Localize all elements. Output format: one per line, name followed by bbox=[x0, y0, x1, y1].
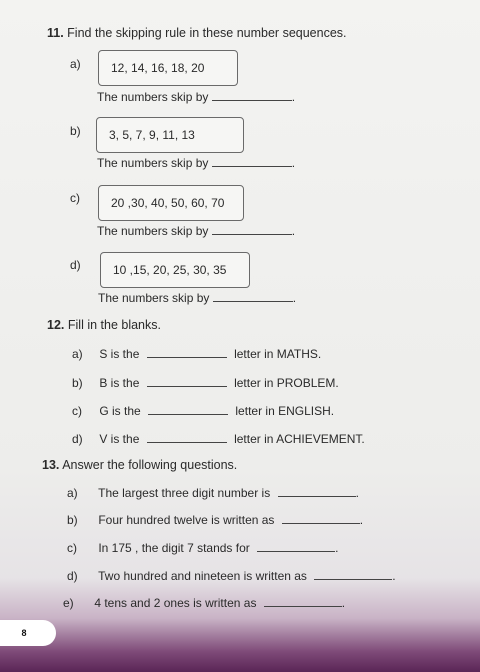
q11-c-sequence: 20 ,30, 40, 50, 60, 70 bbox=[111, 196, 225, 210]
q13-d-text: Two hundred and nineteen is written as bbox=[98, 569, 307, 583]
question-11-title: Find the skipping rule in these number sequences. bbox=[67, 26, 347, 40]
q11-d-prompt: The numbers skip by bbox=[98, 291, 210, 305]
question-13-heading bbox=[42, 458, 237, 472]
q13-b-text: Four hundred twelve is written as bbox=[98, 513, 275, 527]
page-number: 8 bbox=[21, 628, 27, 638]
q11-b-prompt-row bbox=[97, 156, 295, 170]
question-12-heading bbox=[47, 318, 161, 332]
q11-b-label: b) bbox=[70, 124, 81, 138]
q12-c-pre: G is the bbox=[99, 404, 141, 418]
question-12-number: 12. bbox=[47, 318, 65, 332]
q13-d-end: . bbox=[392, 569, 396, 583]
q13-b-row bbox=[67, 513, 363, 527]
q11-c-prompt-row bbox=[97, 224, 295, 238]
q12-c-row bbox=[72, 404, 334, 418]
q13-d-answer-blank[interactable] bbox=[314, 569, 392, 580]
q12-a-pre: S is the bbox=[99, 347, 140, 361]
q13-e-end: . bbox=[341, 596, 346, 610]
q11-d-answer-blank[interactable] bbox=[213, 291, 293, 302]
q13-e-answer-blank[interactable] bbox=[264, 596, 342, 607]
q11-c-prompt: The numbers skip by bbox=[97, 224, 209, 238]
q13-e-text: 4 tens and 2 ones is written as bbox=[94, 596, 257, 610]
q11-c-sequence-box bbox=[98, 185, 244, 221]
page-number-tab bbox=[0, 620, 56, 646]
q11-a-end: . bbox=[291, 90, 296, 104]
q11-b-sequence: 3, 5, 7, 9, 11, 13 bbox=[109, 128, 195, 142]
q12-b-row bbox=[72, 376, 339, 390]
q11-d-prompt-row bbox=[98, 291, 296, 305]
q11-a-answer-blank[interactable] bbox=[212, 90, 292, 101]
q12-c-label: c) bbox=[72, 404, 82, 418]
q11-d-label: d) bbox=[70, 258, 81, 272]
q13-b-end: . bbox=[359, 513, 364, 527]
q12-c-post: letter in ENGLISH. bbox=[235, 404, 335, 418]
q13-b-label: b) bbox=[67, 513, 78, 527]
q11-a-prompt-row bbox=[97, 90, 295, 104]
q11-c-answer-blank[interactable] bbox=[212, 224, 292, 235]
q11-b-end: . bbox=[291, 156, 296, 170]
q13-e-label: e) bbox=[63, 596, 74, 610]
q11-d-sequence: 10 ,15, 20, 25, 30, 35 bbox=[113, 263, 227, 277]
q13-d-label: d) bbox=[67, 569, 78, 583]
q13-c-row bbox=[67, 541, 338, 555]
q11-b-answer-blank[interactable] bbox=[212, 156, 292, 167]
q12-d-pre: V is the bbox=[99, 432, 140, 446]
q11-a-prompt: The numbers skip by bbox=[97, 90, 209, 104]
q11-a-label: a) bbox=[70, 57, 81, 71]
q12-d-label: d) bbox=[72, 432, 83, 446]
q12-b-answer-blank[interactable] bbox=[147, 376, 227, 387]
q11-b-prompt: The numbers skip by bbox=[97, 156, 209, 170]
q13-a-answer-blank[interactable] bbox=[278, 486, 356, 497]
q12-a-label: a) bbox=[72, 347, 83, 361]
q11-d-sequence-box bbox=[100, 252, 250, 288]
q11-b-sequence-box bbox=[96, 117, 244, 153]
q13-b-answer-blank[interactable] bbox=[282, 513, 360, 524]
q13-a-row bbox=[67, 486, 359, 500]
q11-a-sequence-box bbox=[98, 50, 238, 86]
question-13-number: 13. bbox=[42, 458, 60, 472]
q12-d-post: letter in ACHIEVEMENT. bbox=[234, 432, 365, 446]
q13-c-answer-blank[interactable] bbox=[257, 541, 335, 552]
q12-a-row bbox=[72, 347, 321, 361]
q13-e-row bbox=[63, 596, 345, 610]
question-12-title: Fill in the blanks. bbox=[67, 318, 161, 332]
q12-c-answer-blank[interactable] bbox=[148, 404, 228, 415]
question-11-heading bbox=[47, 26, 347, 40]
q12-a-post: letter in MATHS. bbox=[234, 347, 322, 361]
q13-a-end: . bbox=[355, 486, 359, 500]
question-13-title: Answer the following questions. bbox=[62, 458, 238, 472]
q11-a-sequence: 12, 14, 16, 18, 20 bbox=[111, 61, 205, 75]
q13-c-end: . bbox=[335, 541, 339, 555]
q13-c-label: c) bbox=[67, 541, 77, 555]
q11-c-label: c) bbox=[70, 191, 80, 205]
q13-d-row bbox=[67, 569, 396, 583]
q13-a-label: a) bbox=[67, 486, 78, 500]
q11-c-end: . bbox=[291, 224, 296, 238]
question-11-number: 11. bbox=[47, 26, 64, 40]
q12-d-row bbox=[72, 432, 365, 446]
q12-b-pre: B is the bbox=[99, 376, 140, 390]
q11-d-end: . bbox=[292, 291, 297, 305]
q12-b-label: b) bbox=[72, 376, 83, 390]
q13-a-text: The largest three digit number is bbox=[98, 486, 271, 500]
q13-c-text: In 175 , the digit 7 stands for bbox=[98, 541, 250, 555]
q12-a-answer-blank[interactable] bbox=[147, 347, 227, 358]
q12-b-post: letter in PROBLEM. bbox=[234, 376, 339, 390]
q12-d-answer-blank[interactable] bbox=[147, 432, 227, 443]
